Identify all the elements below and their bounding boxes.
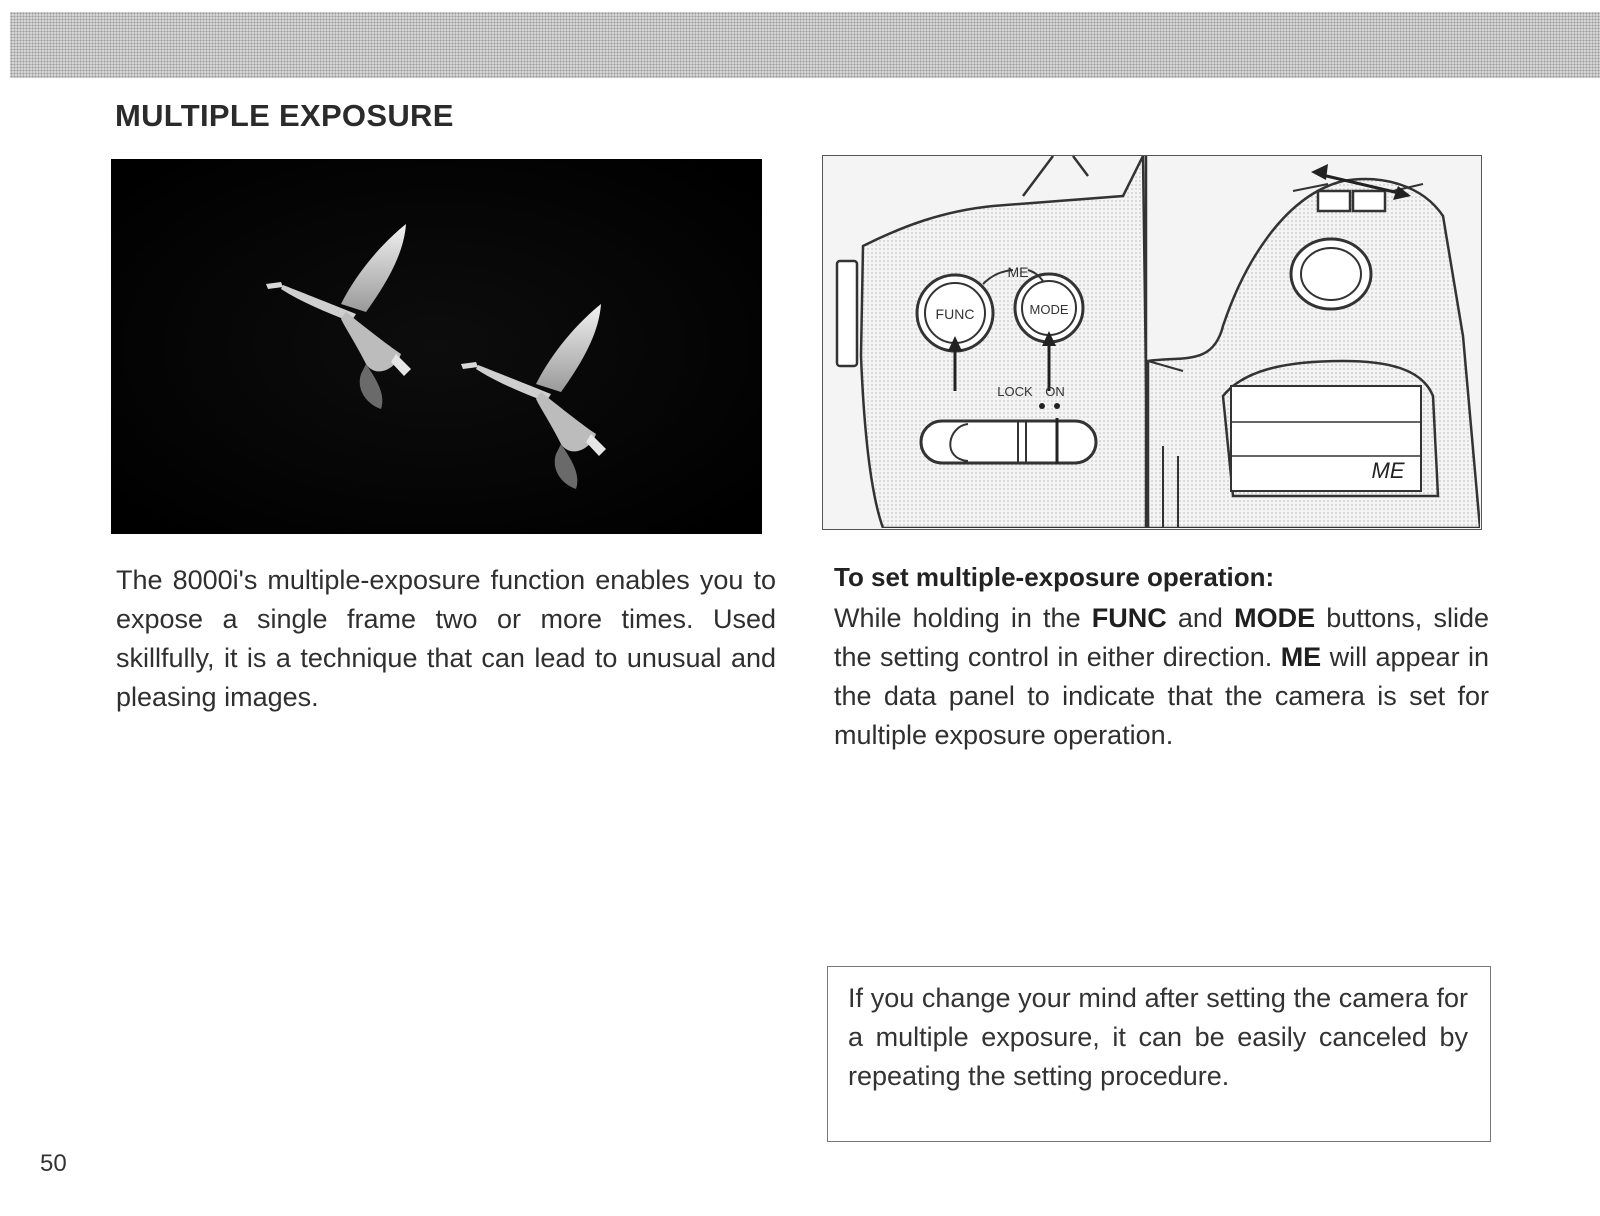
intro-paragraph: The 8000i's multiple-exposure function enables you to expose a single frame two or more times. Used skillfully, it is a technique that can lead to unusual and pleasing images. bbox=[116, 565, 776, 712]
func-term: FUNC bbox=[1091, 603, 1167, 633]
seagull-photo bbox=[111, 159, 762, 534]
me-term: ME bbox=[1280, 642, 1322, 672]
header-band bbox=[10, 12, 1600, 78]
instructions-paragraph bbox=[834, 599, 1489, 755]
panel-me-label: ME bbox=[1371, 458, 1405, 483]
instructions-title: To set multiple-exposure operation: bbox=[834, 562, 1275, 592]
note-text: If you change your mind after setting the camera for a multiple exposure, it can be easily canceled by repeating the setting procedure. bbox=[848, 983, 1468, 1091]
instructions-text-2: and bbox=[1166, 603, 1235, 633]
mode-term: MODE bbox=[1234, 603, 1316, 633]
note-box bbox=[827, 966, 1491, 1142]
camera-diagram bbox=[822, 155, 1482, 530]
lock-label: LOCK bbox=[997, 384, 1033, 399]
mode-label: MODE bbox=[1029, 302, 1069, 317]
instructions-text-4: will appear in the data panel to indicate that the camera is set for multiple exposure operation. bbox=[834, 642, 1489, 750]
on-label: ON bbox=[1045, 384, 1065, 399]
instructions-text-1: While holding in the bbox=[834, 603, 1092, 633]
page-number: 50 bbox=[40, 1150, 67, 1177]
func-label: FUNC bbox=[935, 306, 975, 322]
instructions-text-3: buttons, slide the setting control in either direction. bbox=[834, 603, 1489, 672]
page-title: MULTIPLE EXPOSURE bbox=[115, 98, 454, 133]
me-label: ME bbox=[1007, 264, 1029, 280]
